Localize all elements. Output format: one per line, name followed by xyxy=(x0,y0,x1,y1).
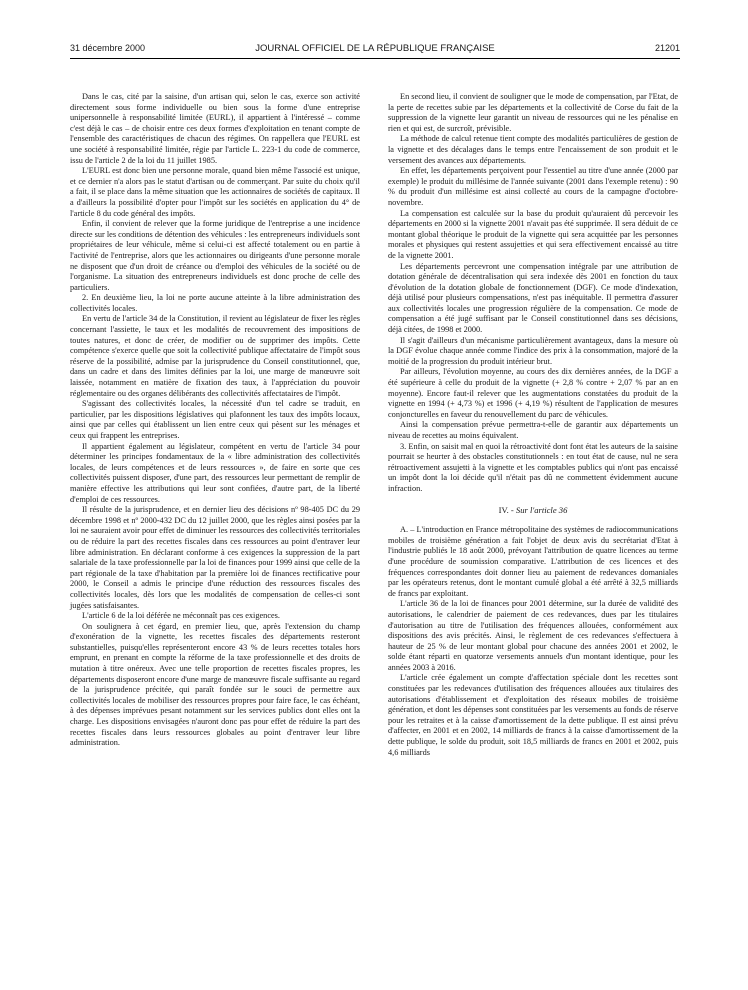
paragraph: En effet, les départements perçoivent pour l'essentiel au titre d'une année (2000 par exemple) le produit du millésime de l'année suivante (2001 dans l'exemple retenu) : 90 % du produit d'un millésime est ainsi collecté au cours de la campagne d'octobre-novembre. xyxy=(388,166,678,207)
paragraph: En second lieu, il convient de souligner que le mode de compensation, par l'Etat, de la perte de recettes subie par les départements et la collectivité de Corse du fait de la suppression de la vignette leur garantit un niveau de ressources qui ne les pénalise en rien et qui est, de surcroît, prévisible. xyxy=(388,92,678,133)
right-column xyxy=(388,92,678,758)
paragraph: La compensation est calculée sur la base du produit qu'auraient dû percevoir les départements en 2000 si la vignette 2001 n'avait pas été supprimée. Il sera déduit de ce montant global théorique le produit de la vignette qui sera acquittée par les personnes morales et physiques qui restent assujetties et qui sera effectivement encaissé au titre de la vignette 2001. xyxy=(388,208,678,260)
paragraph: Dans le cas, cité par la saisine, d'un artisan qui, selon le cas, exerce son activité directement sous forme individuelle ou bien sous la forme d'une entreprise unipersonnelle à responsabilité limitée (EURL), il appartient à l'intéressé – comme c'est déjà le cas – de choisir entre ces deux formes d'exploitation en tenant compte de l'ensemble des caractéristiques de chacun des régimes. On rappellera que l'EURL est une société à responsabilité limitée, régie par l'article L. 223-1 du code de commerce, issu de l'article 2 de la loi du 11 juillet 1985. xyxy=(70,92,360,165)
paragraph: Il résulte de la jurisprudence, et en dernier lieu des décisions nº 98-405 DC du 29 décembre 1998 et nº 2000-432 DC du 12 juillet 2000, que les règles ainsi posées par la loi ne sauraient avoir pour effet de diminuer les ressources des collectivités territoriales ou de réduire la part des recettes fiscales dans ces ressources au point d'entraver leur libre administration. En déclarant conforme à ces exigences la suppression de la part salariale de la taxe professionnelle par la loi de finances pour 1999 ainsi que celle de la part régionale de la taxe d'habitation par la première loi de finances rectificative pour 2000, le Conseil a admis le principe d'une réduction des ressources fiscales des collectivités locales, dès lors que les modalités de compensation de celles-ci sont jugées satisfaisantes. xyxy=(70,505,360,610)
paragraph: L'article crée également un compte d'affectation spéciale dont les recettes sont constituées par les redevances d'utilisation des fréquences allouées aux titulaires des autorisations d'établissement et d'exploitation des réseaux mobiles de troisième génération, et dont les dépenses sont constituées par les versements au fonds de réserve pour les retraites et à la caisse d'amortissement de la dette publique. Il est ainsi prévu d'affecter, en 2001 et en 2002, 14 milliards de francs à la caisse d'amortissement de la dette publique, le solde du produit, soit 18,5 milliards de francs en 2001 et 2002, puis 4,6 milliards xyxy=(388,673,678,757)
header-rule xyxy=(70,58,680,59)
paragraph: La méthode de calcul retenue tient compte des modalités particulières de gestion de la vignette et des décalages dans le temps entre l'encaissement de son produit et le versement des avances aux départements. xyxy=(388,134,678,165)
paragraph: Les départements percevront une compensation intégrale par une attribution de dotation générale de décentralisation qui sera indexée dès 2001 en fonction du taux d'évolution de la dotation globale de fonctionnement (DGF). Ce mode d'indexation, déjà utilisé pour plusieurs compensations, n'est pas inéquitable. Il permettra d'assurer aux collectivités locales une progression régulière de la compensation. Ce mode de compensation a été jugé suffisant par le Conseil constitutionnel dans ses décisions, déjà citées, de 1998 et 2000. xyxy=(388,261,678,335)
paragraph: Ainsi la compensation prévue permettra-t-elle de garantir aux départements un niveau de recettes au moins équivalent. xyxy=(388,420,678,440)
paragraph: 3. Enfin, on saisit mal en quoi la rétroactivité dont font état les auteurs de la saisine pourrait se heurter à des obstacles constitutionnels : en tout état de cause, nul ne sera rétroactivement assujetti à la vignette et les comptables publics qui n'ont pas encaissé un impôt dont la loi décide qu'il n'était pas dû ne commettent évidemment aucune infraction. xyxy=(388,441,678,493)
section-heading xyxy=(388,505,678,516)
left-column xyxy=(70,92,360,749)
paragraph: On soulignera à cet égard, en premier lieu, que, après l'extension du champ d'exonération de la vignette, les recettes fiscales des départements resteront substantielles, puisqu'elles représenteront encore 43 % de leurs recettes totales hors emprunt, en prenant en compte la réforme de la taxe professionnelle et des droits de mutation à titre onéreux. Avec une telle proportion de recettes fiscales propres, les départements disposeront encore d'une marge de manœuvre fiscale suffisante au regard de la jurisprudence précitée, qui paraît fondée sur le souci de permettre aux collectivités locales de mobiliser des ressources propres pour faire face, le cas échéant, à des dépenses imprévues pesant notamment sur les services publics dont elles ont la charge. Les dispositions envisagées n'auront donc pas pour effet de réduire la part des recettes fiscales dans leurs ressources globales au point d'entraver leur libre administration. xyxy=(70,621,360,748)
paragraph: L'article 36 de la loi de finances pour 2001 détermine, sur la durée de validité des autorisations, le calendrier de paiement de ces redevances, dues par les titulaires d'autorisation au titre de l'utilisation des fréquences allouées, conformément aux dispositions des avis précités. Ainsi, le règlement de ces redevances s'effectuera à hauteur de 25 % de leur montant global pour chacune des années 2001 et 2002, le solde étant réparti en quatorze versements annuels d'un montant identique, pour les années 2003 à 2016. xyxy=(388,599,678,672)
paragraph: L'article 6 de la loi déférée ne méconnaît pas ces exigences. xyxy=(82,611,280,621)
paragraph: S'agissant des collectivités locales, la nécessité d'un tel cadre se traduit, en particulier, par les dispositions législatives qui plafonnent les taux des impôts locaux, ainsi que par celles qui établissent un lien entre ceux qui pèsent sur les ménages et ceux qui frappent les entreprises. xyxy=(70,399,360,440)
paragraph: Il appartient également au législateur, compétent en vertu de l'article 34 pour déterminer les principes fondamentaux de la « libre administration des collectivités locales, de leurs compétences et de leurs ressources », de faire en sorte que ces collectivités puissent disposer, d'une part, des ressources leur permettant de remplir de manière effective les attributions qui leur sont confiées, d'autre part, de la liberté d'emploi de ces ressources. xyxy=(70,441,360,504)
paragraph: En vertu de l'article 34 de la Constitution, il revient au législateur de fixer les règles concernant l'assiette, le taux et les modalités de recouvrement des impositions de toutes natures, et donc de créer, de modifier ou de supprimer des impôts. Cette compétence s'exerce quelle que soit la collectivité publique affectataire de l'impôt sous réserve de la possibilité, admise par la jurisprudence du Conseil constitutionnel, que, dans un cadre et dans des limites définies par la loi, une marge de manœuvre soit laissée, notamment en matière de fixation des taux, à l'appréciation du pouvoir réglementaire ou des organes délibérants des collectivités affectataires de l'impôt. xyxy=(70,314,360,398)
section-title: Sur l'article 36 xyxy=(515,504,568,515)
section-number: IV. - xyxy=(498,504,514,515)
paragraph: A. – L'introduction en France métropolitaine des systèmes de radiocommunications mobiles de troisième génération a fait l'objet de deux avis du secrétariat d'Etat à l'industrie publiés le 18 août 2000, prévoyant l'attribution de quatre licences au terme d'une procédure de soumission comparative. L'attribution de ces licences et des fréquences correspondantes doit donner lieu au paiement de redevances domaniales par les opérateurs retenus, dont le montant cumulé global a été arrêté à 32,5 milliards de francs par exploitant. xyxy=(388,525,678,598)
header-date: 31 décembre 2000 xyxy=(70,43,146,53)
header-journal-title: JOURNAL OFFICIEL DE LA RÉPUBLIQUE FRANÇAISE xyxy=(255,43,495,54)
paragraph: Par ailleurs, l'évolution moyenne, au cours des dix dernières années, de la DGF a été supérieure à celle du produit de la vignette (+ 2,8 % contre + 2,07 % par an en moyenne). Encore faut-il relever que les augmentations constatées du produit de la vignette en 1994 (+ 4,73 %) et 1996 (+ 4,19 %) résultent de l'application de mesures conjoncturelles en faveur du renouvellement du parc de véhicules. xyxy=(388,367,678,419)
paragraph: 2. En deuxième lieu, la loi ne porte aucune atteinte à la libre administration des collectivités locales. xyxy=(70,293,360,313)
paragraph: L'EURL est donc bien une personne morale, quand bien même l'associé est unique, et ce dernier n'a alors pas le statut d'artisan ou de commerçant. Par suite du choix qu'il a fait, il se place dans la même situation que les actionnaires de sociétés de capitaux. Il a d'ailleurs la possibilité d'opter pour l'impôt sur les sociétés en application du 4° de l'article 8 du code général des impôts. xyxy=(70,166,360,218)
header-page-number: 21201 xyxy=(654,43,680,53)
paragraph: Enfin, il convient de relever que la forme juridique de l'entreprise a une incidence directe sur les conditions de détention des véhicules : les entrepreneurs individuels sont propriétaires de leur véhicule, même si celui-ci est affecté totalement ou en partie à l'activité de l'entreprise, alors que les actionnaires ou dirigeants d'une personne morale ne disposent que d'un droit de créance ou d'emploi des véhicules de la société ou de l'organisme. La situation des entrepreneurs individuels est donc proche de celle des particuliers. xyxy=(70,219,360,292)
page-header xyxy=(70,43,680,57)
paragraph: Il s'agit d'ailleurs d'un mécanisme particulièrement avantageux, dans la mesure où la DGF évolue chaque année comme l'indice des prix à la consommation, majoré de la moitié de la progression du produit intérieur brut. xyxy=(388,335,678,366)
